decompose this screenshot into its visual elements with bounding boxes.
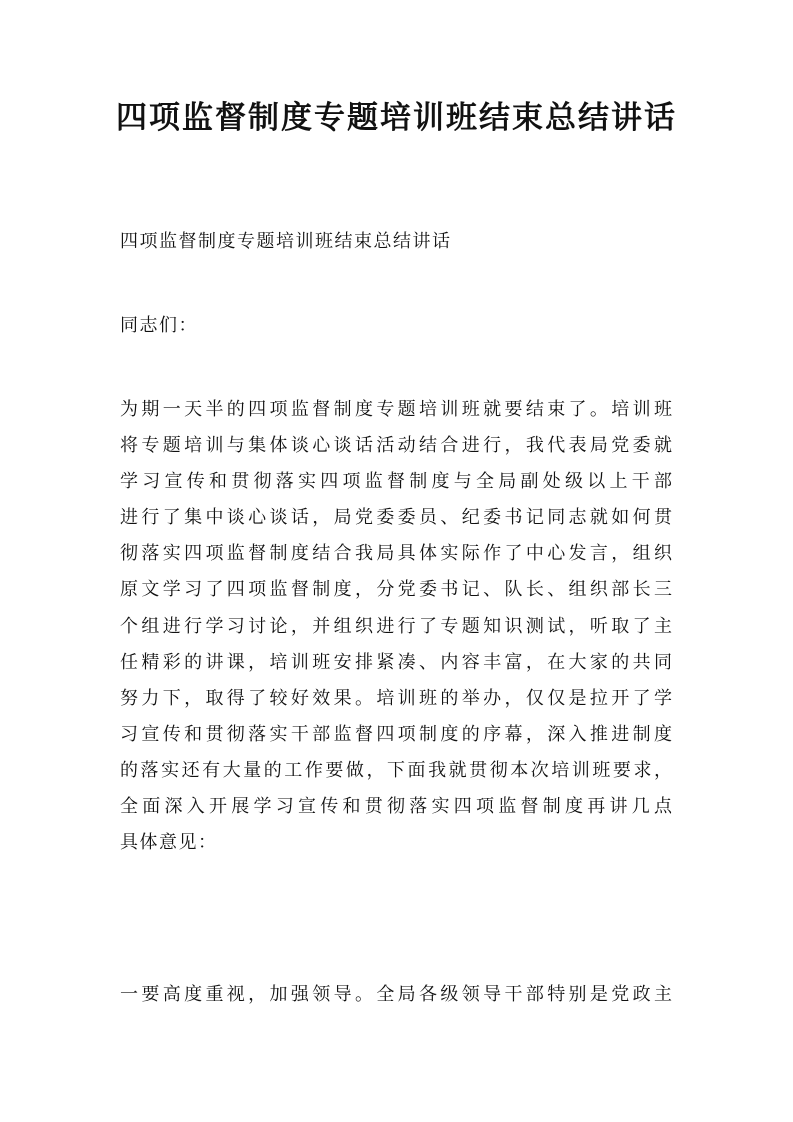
paragraph-line: 进行了集中谈心谈话，局党委委员、纪委书记同志就如何贯 <box>120 507 672 529</box>
paragraph-line: 一要高度重视，加强领导。全局各级领导干部特别是党政主 <box>120 984 672 1005</box>
paragraph-line: 彻落实四项监督制度结合我局具体实际作了中心发言，组织 <box>120 543 672 565</box>
paragraph-line: 个组进行学习讨论，并组织进行了专题知识测试，听取了主 <box>120 615 672 637</box>
paragraph-line: 习宣传和贯彻落实干部监督四项制度的序幕，深入推进制度 <box>120 723 672 745</box>
paragraph-intro <box>120 398 680 867</box>
paragraph-line: 将专题培训与集体谈心谈话活动结合进行，我代表局党委就 <box>120 435 672 457</box>
paragraph-line: 学习宣传和贯彻落实四项监督制度与全局副处级以上干部 <box>120 471 672 493</box>
paragraph-line: 任精彩的讲课，培训班安排紧凑、内容丰富，在大家的共同 <box>120 651 672 673</box>
document-title: 四项监督制度专题培训班结束总结讲话 <box>116 100 677 136</box>
paragraph-line: 全面深入开展学习宣传和贯彻落实四项监督制度再讲几点 <box>120 796 672 818</box>
paragraph-line: 原文学习了四项监督制度，分党委书记、队长、组织部长三 <box>120 579 672 601</box>
document-subtitle: 四项监督制度专题培训班结束总结讲话 <box>120 231 452 252</box>
paragraph-line: 努力下，取得了较好效果。培训班的举办，仅仅是拉开了学 <box>120 687 672 709</box>
paragraph-line: 具体意见： <box>120 832 218 854</box>
salutation: 同志们： <box>120 315 198 336</box>
paragraph-line: 的落实还有大量的工作要做，下面我就贯彻本次培训班要求， <box>120 759 672 781</box>
paragraph-line: 为期一天半的四项监督制度专题培训班就要结束了。培训班 <box>120 399 672 420</box>
paragraph-point-one <box>120 983 680 1019</box>
